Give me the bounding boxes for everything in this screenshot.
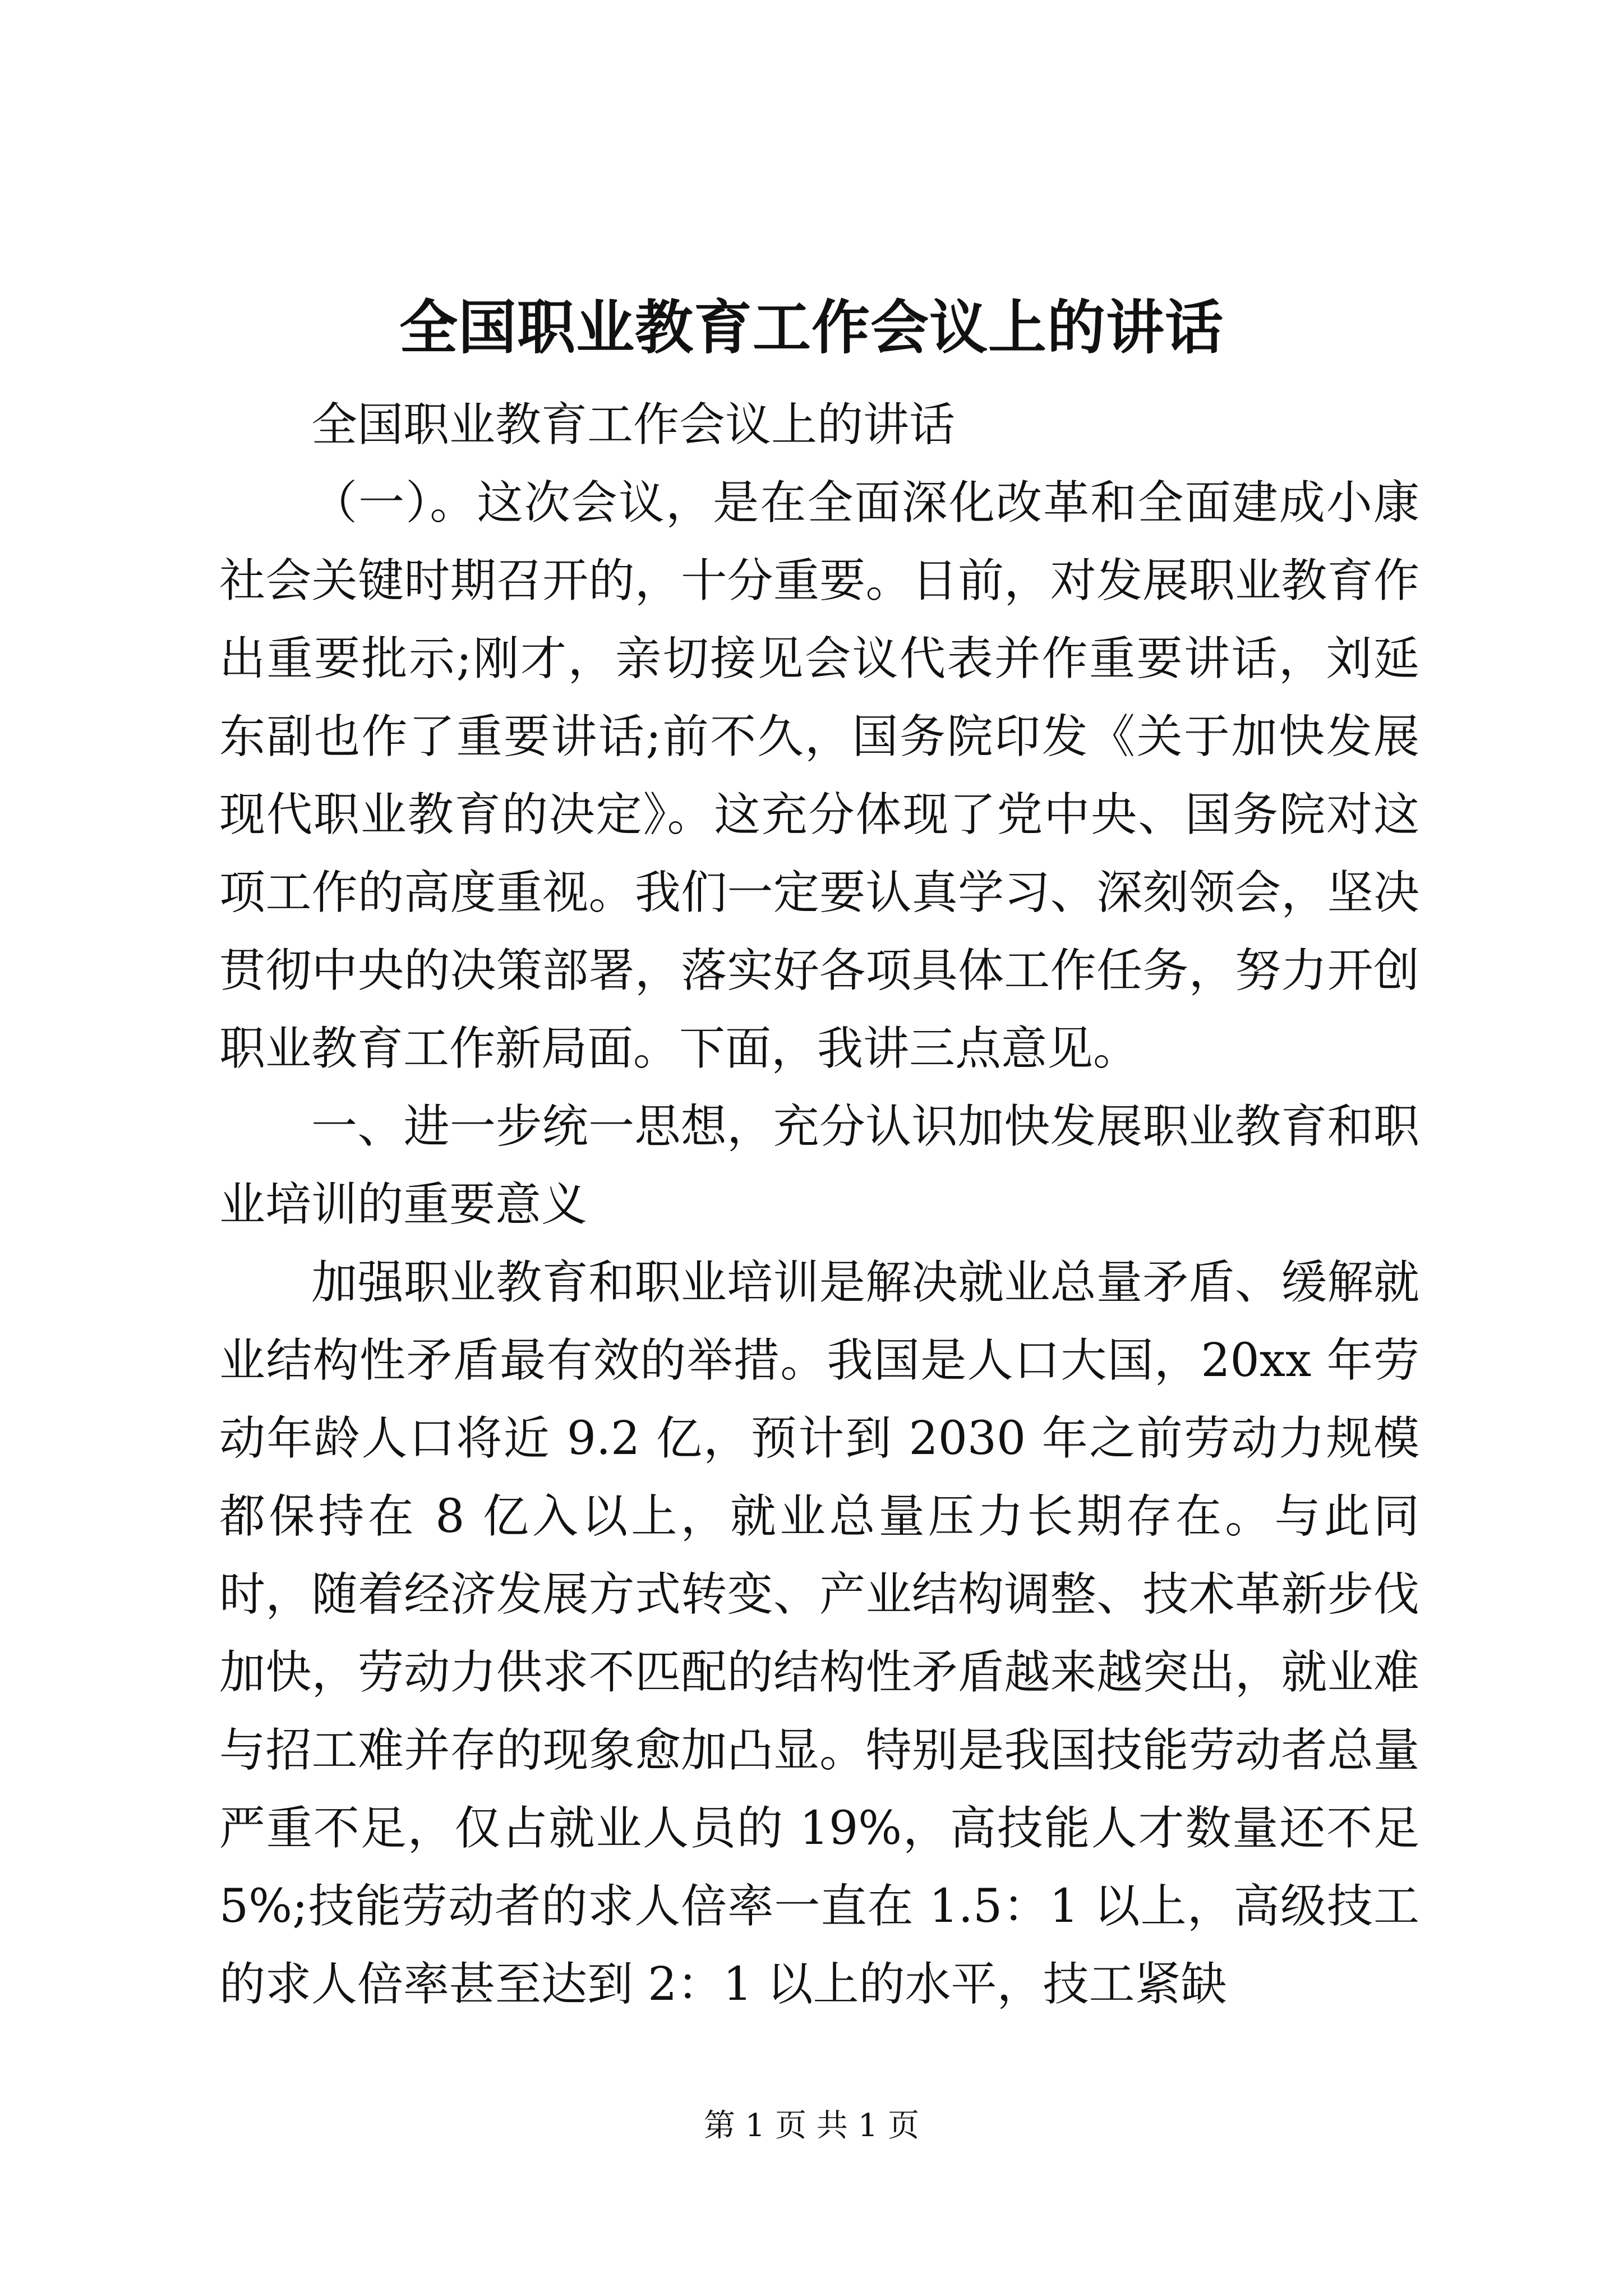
paragraph-section-heading: 一、进一步统一思想，充分认识加快发展职业教育和职业培训的重要意义 <box>219 1100 1419 1231</box>
paragraph-body: 加强职业教育和职业培训是解决就业总量矛盾、缓解就业结构性矛盾最有效的举措。我国是人口大国，20xx 年劳动年龄人口将近 9.2 亿，预计到 2030 年之前劳动力规模都保持在 8 亿入以上，就业总量压力长期存在。与此同时，随着经济发展方式转变、产业结构调整、技术革新步伐加快，劳动力供求不匹配的结构性矛盾越来越突出，就业难与招工难并存的现象愈加凸显。特别是我国技能劳动者总量严重不足，仅占就业人员的 19%，高技能人才数量还不足 5%;技能劳动者的求人倍率一直在 1.5：1 以上，高级技工的求人倍率甚至达到 2：1 以上的水平，技工紧缺 <box>219 1256 1419 2011</box>
paragraph-intro: （一）。这次会议，是在全面深化改革和全面建成小康社会关键时期召开的，十分重要。日前，对发展职业教育作出重要批示;刚才，亲切接见会议代表并作重要讲话，刘延东副也作了重要讲话;前不久，国务院印发《关于加快发展现代职业教育的决定》。这充分体现了党中央、国务院对这项工作的高度重视。我们一定要认真学习、深刻领会，坚决贯彻中央的决策部署，落实好各项具体工作任务，努力开创职业教育工作新局面。下面，我讲三点意见。 <box>219 476 1419 1075</box>
document-title: 全国职业教育工作会议上的讲话 <box>399 293 1224 362</box>
paragraph-subtitle: 全国职业教育工作会议上的讲话 <box>311 398 956 452</box>
document-body <box>219 381 1419 2023</box>
page-footer: 第 1 页 共 1 页 <box>703 2108 920 2144</box>
